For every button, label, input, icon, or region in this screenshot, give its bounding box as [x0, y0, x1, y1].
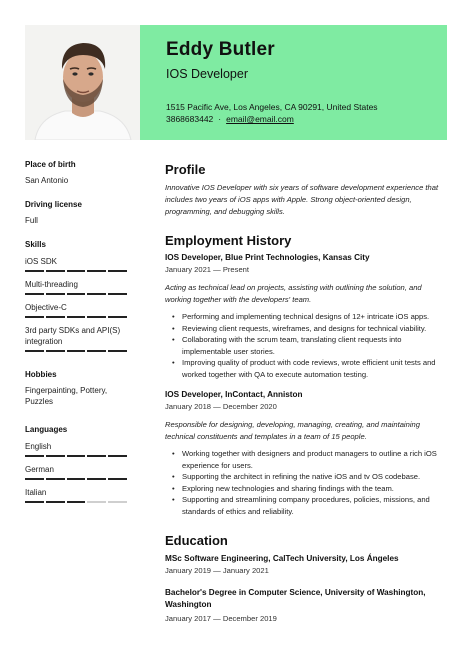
level-segment — [108, 350, 127, 352]
level-segment — [67, 455, 86, 457]
level-segment — [67, 478, 86, 480]
level-segment — [67, 350, 86, 352]
driving-license-section — [25, 200, 135, 226]
job-entry — [165, 253, 447, 380]
job-bullet: • Supporting the architect in refining the native iOS and tv OS codebase. — [165, 471, 447, 483]
candidate-name: Eddy Butler — [166, 39, 275, 60]
level-segment — [87, 350, 106, 352]
level-segment — [46, 316, 65, 318]
portrait-image — [25, 25, 140, 140]
job-summary: Acting as technical lead on projects, assisting with outlining the solution, and working together with the developers' team. — [165, 283, 422, 304]
language-item — [25, 487, 135, 503]
level-segment — [46, 350, 65, 352]
education-entry — [165, 554, 447, 575]
profile-heading: Profile — [165, 162, 206, 177]
contact-line — [166, 114, 294, 124]
education-date: January 2017 — December 2019 — [165, 614, 277, 623]
skills-section — [25, 240, 135, 352]
language-item — [25, 464, 135, 480]
job-entry — [165, 390, 447, 517]
level-segment — [87, 316, 106, 318]
level-segment — [108, 270, 127, 272]
skill-name: Multi-threading — [25, 280, 78, 289]
languages-section — [25, 425, 135, 503]
job-bullet: • Improving quality of product with code reviews, wrote efficient unit tests and worked together with QA to execute automation testing. — [165, 357, 447, 380]
job-bullet: • Performing and implementing technical designs of 12+ intricate iOS apps. — [165, 311, 447, 323]
address: 1515 Pacific Ave, Los Angeles, CA 90291, United States — [166, 102, 378, 112]
job-date: January 2021 — Present — [165, 265, 250, 274]
employment-section — [165, 233, 447, 517]
skill-name: iOS SDK — [25, 257, 58, 266]
job-bullets — [165, 311, 447, 380]
main-content — [165, 162, 447, 623]
education-title: Bachelor's Degree in Computer Science, University of Washington, Washington — [165, 588, 426, 609]
skill-item — [25, 325, 135, 352]
level-segment — [108, 455, 127, 457]
place-of-birth-value: San Antonio — [25, 176, 69, 185]
email-link[interactable]: email@email.com — [226, 114, 294, 124]
job-date: January 2018 — December 2020 — [165, 402, 277, 411]
skill-name: Objective-C — [25, 303, 67, 312]
language-level-bar — [25, 455, 127, 457]
job-bullet: • Collaborating with the scrum team, translating client requests into implementable user stories. — [165, 334, 447, 357]
candidate-title: IOS Developer — [166, 67, 248, 81]
separator: · — [218, 114, 222, 124]
level-segment — [87, 293, 106, 295]
skills-label: Skills — [25, 240, 46, 249]
level-segment — [46, 501, 65, 503]
job-bullet: • Reviewing client requests, wireframes, and designs for technical viability. — [165, 323, 447, 335]
education-heading: Education — [165, 533, 228, 548]
level-segment — [25, 478, 44, 480]
driving-license-label: Driving license — [25, 200, 82, 209]
level-segment — [67, 270, 86, 272]
level-segment — [87, 270, 106, 272]
hobbies-section — [25, 370, 135, 407]
level-segment — [87, 478, 106, 480]
level-segment — [46, 270, 65, 272]
profile-section — [165, 162, 447, 218]
hobbies-label: Hobbies — [25, 370, 57, 379]
level-segment — [25, 455, 44, 457]
level-segment — [67, 293, 86, 295]
place-of-birth-section — [25, 160, 135, 186]
level-segment — [25, 501, 44, 503]
skill-level-bar — [25, 316, 127, 318]
level-segment — [87, 455, 106, 457]
skill-item — [25, 279, 135, 295]
level-segment — [46, 478, 65, 480]
level-segment — [87, 501, 106, 503]
language-item — [25, 441, 135, 457]
employment-heading: Employment History — [165, 233, 292, 248]
language-name: German — [25, 465, 54, 474]
sidebar — [25, 160, 135, 517]
profile-photo — [25, 25, 140, 140]
level-segment — [67, 316, 86, 318]
phone: 3868683442 — [166, 114, 214, 124]
level-segment — [108, 293, 127, 295]
resume-header — [25, 25, 447, 140]
education-section — [165, 533, 447, 623]
hobbies-value: Fingerpainting, Pottery, Puzzles — [25, 386, 108, 406]
skill-level-bar — [25, 270, 127, 272]
level-segment — [108, 478, 127, 480]
education-entry — [165, 587, 447, 623]
languages-label: Languages — [25, 425, 68, 434]
level-segment — [67, 501, 86, 503]
language-name: Italian — [25, 488, 47, 497]
education-date: January 2019 — January 2021 — [165, 566, 269, 575]
level-segment — [108, 316, 127, 318]
place-of-birth-label: Place of birth — [25, 160, 76, 169]
level-segment — [46, 293, 65, 295]
driving-license-value: Full — [25, 216, 38, 225]
language-level-bar — [25, 478, 127, 480]
language-name: English — [25, 442, 52, 451]
job-bullet: • Working together with designers and product managers to outline a rich iOS experience for users. — [165, 448, 447, 471]
header-banner — [140, 25, 447, 140]
level-segment — [46, 455, 65, 457]
level-segment — [25, 350, 44, 352]
job-title: IOS Developer, Blue Print Technologies, Kansas City — [165, 253, 370, 262]
profile-text: Innovative IOS Developer with six years of software development experience that includes two years of iOS apps with Apple. Strong object-oriented design, programming, and debugging skills. — [165, 183, 439, 216]
language-level-bar — [25, 501, 127, 503]
skill-level-bar — [25, 293, 127, 295]
skill-item — [25, 302, 135, 318]
job-bullets — [165, 448, 447, 517]
level-segment — [25, 293, 44, 295]
level-segment — [108, 501, 127, 503]
skill-level-bar — [25, 350, 127, 352]
education-title: MSc Software Engineering, CalTech University, Los Ángeles — [165, 554, 399, 563]
skill-name: 3rd party SDKs and API(S) integration — [25, 326, 121, 346]
skill-item — [25, 256, 135, 272]
level-segment — [25, 270, 44, 272]
job-title: IOS Developer, InContact, Anniston — [165, 390, 303, 399]
job-bullet: • Supporting and streamlining company procedures, policies, missions, and standards of ethics and reliability. — [165, 494, 447, 517]
level-segment — [25, 316, 44, 318]
job-bullet: • Exploring new technologies and sharing findings with the team. — [165, 483, 447, 495]
job-summary: Responsible for designing, developing, managing, creating, and maintaining technical constituents and templates in a team of 15 people. — [165, 420, 420, 441]
